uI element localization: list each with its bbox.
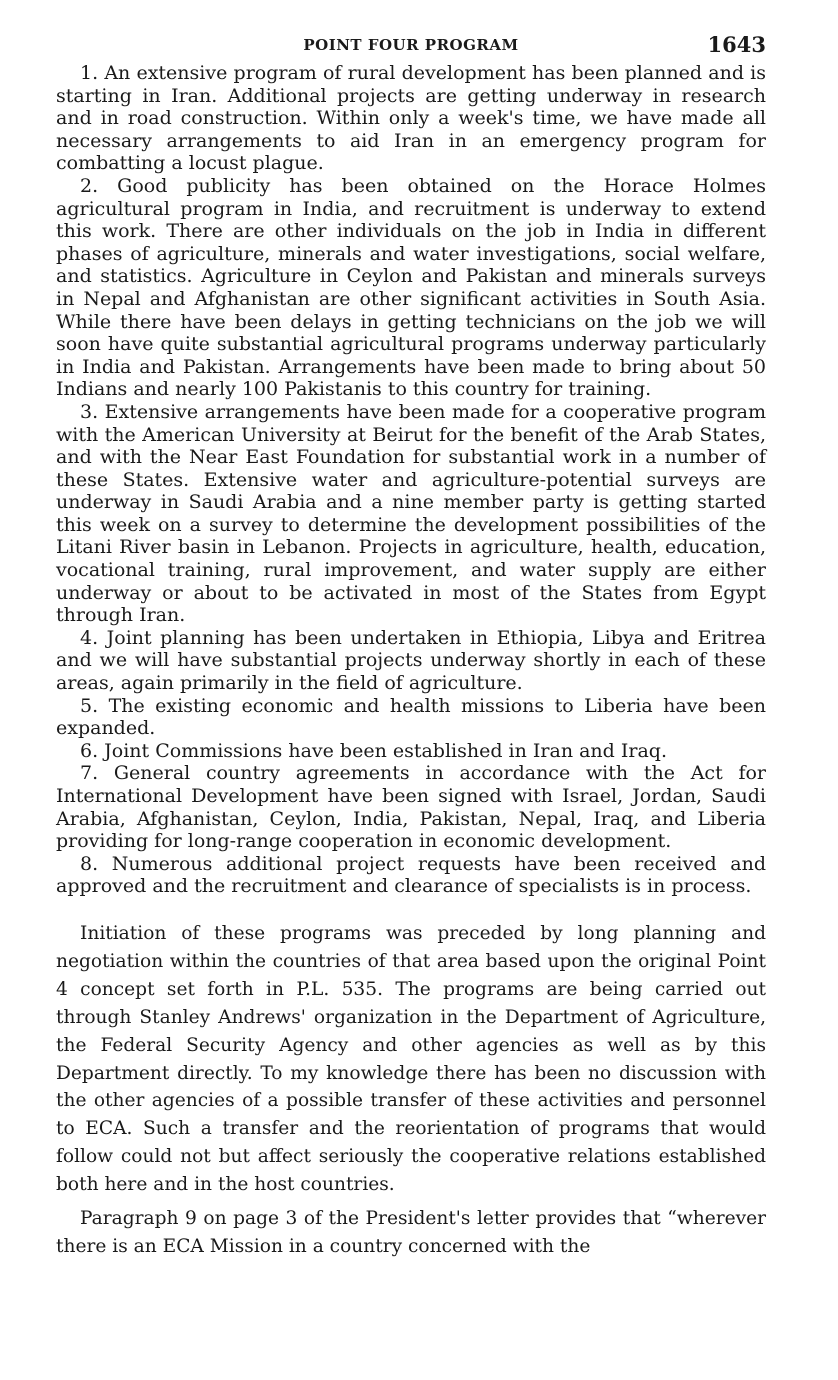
body-paragraph: Paragraph 9 on page 3 of the President's letter provides that “wherever there is an ECA Mission in a country concerned with the — [56, 1208, 766, 1257]
list-item: 1. An extensive program of rural development has been planned and is starting in Iran. Additional projects are getting underway in research and in road construction. Within only a week's time, we have made all necessary arrangements to aid Iran in an emergency program for combatting a locust plague. — [56, 62, 766, 175]
list-item: 5. The existing economic and health missions to Liberia have been expanded. — [56, 694, 766, 740]
running-title: POINT FOUR PROGRAM — [303, 36, 519, 54]
list-item: 6. Joint Commissions have been established in Iran and Iraq. — [80, 739, 667, 762]
list-item: 3. Extensive arrangements have been made for a cooperative program with the American University at Beirut for the benefit of the Arab States, and with the Near East Foundation for substantial work in a number of these States. Extensive water and agriculture-potential surveys are underway in Saudi Arabia and a nine member party is getting started this week on a survey to determine the development possibilities of the Litani River basin in Lebanon. Projects in agriculture, health, education, vocational training, rural improvement, and water supply are either underway or about to be activated in most of the States from Egypt through Iran. — [56, 400, 766, 627]
list-item: 7. General country agreements in accordance with the Act for International Development have been signed with Israel, Jordan, Saudi Arabia, Afghanistan, Ceylon, India, Pakistan, Nepal, Iraq, and Liberia providing for long-range cooperation in economic development. — [56, 762, 766, 853]
document-page — [56, 28, 766, 1261]
running-header — [56, 28, 766, 62]
list-item: 8. Numerous additional project requests have been received and approved and the recruitment and clearance of specialists is in process. — [56, 852, 766, 898]
list-item: 4. Joint planning has been undertaken in Ethiopia, Libya and Eritrea and we will have substantial projects underway shortly in each of these areas, again primarily in the field of agriculture. — [56, 626, 766, 695]
numbered-list — [56, 62, 766, 898]
list-item: 2. Good publicity has been obtained on the Horace Holmes agricultural program in India, and recruitment is underway to extend this work. There are other individuals on the job in India in different phases of agriculture, minerals and water investigations, social welfare, and statistics. Agriculture in Ceylon and Pakistan and minerals surveys in Nepal and Afghanistan are other significant activities in South Asia. While there have been delays in getting technicians on the job we will soon have quite substantial agricultural programs underway particularly in India and Pakistan. Arrangements have been made to bring about 50 Indians and nearly 100 Pakistanis to this country for training. — [56, 174, 766, 401]
page-number: 1643 — [707, 32, 766, 57]
body-paragraph: Initiation of these programs was preceded by long planning and negotiation within the countries of that area based upon the original Point 4 concept set forth in P.L. 535. The programs are being carried out through Stanley Andrews' organization in the Department of Agriculture, the Federal Security Agency and other agencies as well as by this Department directly. To my knowledge there has been no discussion with the other agencies of a possible transfer of these activities and personnel to ECA. Such a transfer and the reorientation of programs that would follow could not but affect seriously the cooperative relations established both here and in the host countries. — [56, 922, 766, 1196]
body-text — [56, 920, 766, 1261]
